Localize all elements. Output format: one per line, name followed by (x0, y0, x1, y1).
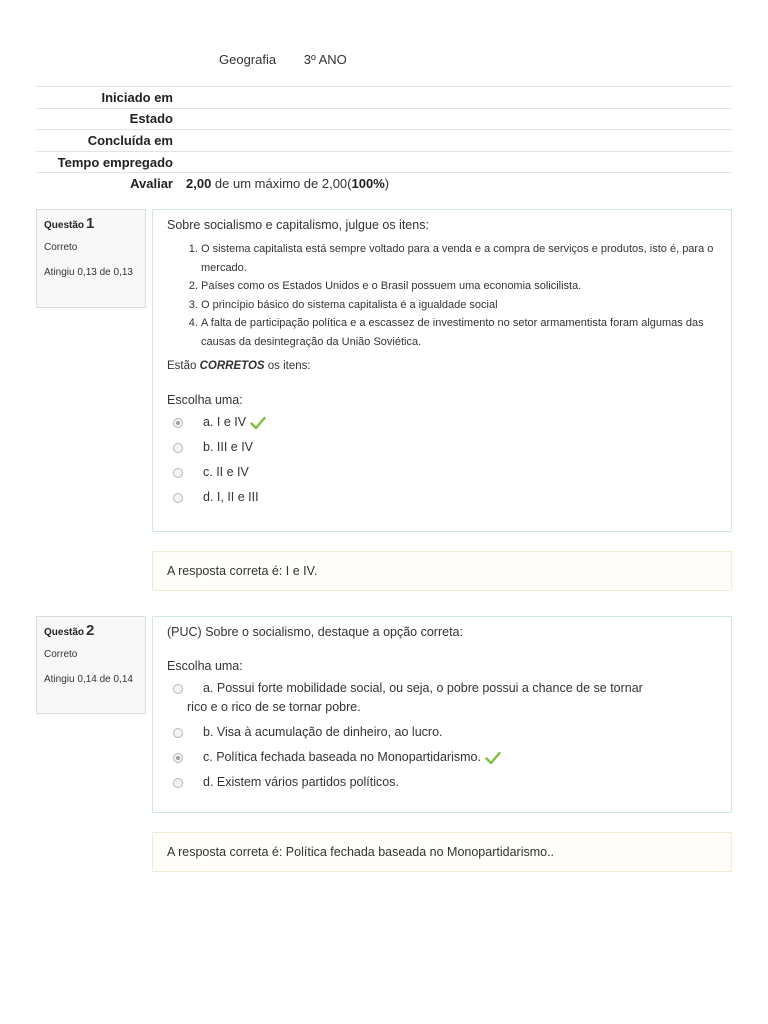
list-item: 1. O sistema capitalista está sempre voltado para a venda e a compra de serviços e produtos, isto é, para o mercado. (201, 240, 717, 277)
option-label-continued: rico e o rico de se tornar pobre. (187, 700, 361, 714)
grade-label: 3º ANO (303, 52, 347, 67)
question-info-2 (36, 616, 146, 714)
radio-button[interactable] (173, 684, 183, 694)
summary-row-started (36, 87, 732, 109)
attempt-summary-table (36, 86, 732, 194)
question-info-1 (36, 209, 146, 308)
question-text: (PUC) Sobre o socialismo, destaque a opção correta: (167, 625, 463, 639)
instruction-prefix: Estão (167, 360, 200, 372)
question-state: Correto (44, 242, 78, 253)
check-icon (485, 751, 501, 765)
option-label: d. Existem vários partidos políticos. (203, 775, 399, 789)
list-item: 2. Países como os Estados Unidos e o Brasil possuem uma economia solicilista. (201, 277, 717, 296)
question-grade: Atingiu 0,14 de 0,14 (44, 674, 133, 685)
option-label: d. I, II e III (203, 490, 259, 504)
option-d[interactable] (167, 773, 717, 792)
option-d[interactable] (167, 488, 717, 507)
question-state: Correto (44, 649, 78, 660)
list-item: 3. O princípio básico do sistema capitalista é a igualdade social (201, 296, 717, 315)
radio-button[interactable] (173, 493, 183, 503)
option-b[interactable] (167, 723, 717, 742)
summary-label: Iniciado em (101, 89, 173, 105)
instruction-suffix: os itens: (264, 360, 311, 372)
correct-answer-text: A resposta correta é: Política fechada baseada no Monopartidarismo.. (167, 845, 555, 859)
question-title: Questão (44, 627, 85, 638)
option-b[interactable] (167, 438, 717, 457)
option-label: c. Política fechada baseada no Monopartidarismo. (203, 750, 481, 764)
radio-button[interactable] (173, 753, 183, 763)
question-title: Questão (44, 220, 85, 231)
question-number: 1 (86, 215, 95, 232)
score-mid: de um máximo de 2,00( (211, 176, 352, 192)
question-content-2 (152, 616, 732, 813)
question-grade: Atingiu 0,13 de 0,13 (44, 267, 133, 278)
radio-button[interactable] (173, 778, 183, 788)
check-icon (250, 416, 266, 430)
percent-value: 100% (351, 176, 385, 192)
option-label: b. III e IV (203, 440, 254, 454)
choose-prompt: Escolha uma: (167, 659, 243, 673)
option-label: a. I e IV (203, 415, 247, 429)
list-item: 4. A falta de participação política e a escassez de investimento no setor armamentista foram algumas das causas da desintegração da União Soviética. (201, 314, 717, 351)
summary-label: Concluída em (87, 132, 173, 148)
summary-row-time (36, 152, 732, 174)
summary-row-state (36, 109, 732, 131)
option-label: a. Possui forte mobilidade social, ou seja, o pobre possui a chance de se tornar (203, 681, 643, 695)
summary-label: Tempo empregado (57, 154, 173, 170)
radio-button[interactable] (173, 418, 183, 428)
option-c[interactable] (167, 463, 717, 482)
summary-row-grade (36, 173, 732, 194)
question-text: Sobre socialismo e capitalismo, julgue os itens: (167, 218, 429, 232)
summary-label: Estado (129, 111, 173, 127)
feedback-box-2 (152, 832, 732, 872)
option-a[interactable] (167, 413, 717, 432)
score-end: ) (384, 176, 390, 192)
option-label: c. II e IV (203, 465, 249, 479)
summary-row-completed (36, 130, 732, 152)
choose-prompt: Escolha uma: (167, 393, 243, 407)
option-label: b. Visa à acumulação de dinheiro, ao lucro. (203, 725, 443, 739)
grade-value (186, 176, 389, 191)
instruction-bold: CORRETOS (199, 360, 265, 372)
items-list (167, 240, 717, 351)
correct-answer-text: A resposta correta é: I e IV. (167, 564, 318, 578)
summary-label: Avaliar (130, 176, 173, 192)
radio-button[interactable] (173, 728, 183, 738)
score-value: 2,00 (186, 176, 212, 192)
option-c[interactable] (167, 748, 717, 767)
subject-label: Geografia (219, 52, 277, 67)
question-content-1 (152, 209, 732, 532)
feedback-box-1 (152, 551, 732, 591)
question-number: 2 (86, 622, 95, 639)
option-a[interactable] (167, 679, 717, 717)
question-instruction (167, 360, 717, 372)
radio-button[interactable] (173, 468, 183, 478)
course-header (219, 52, 371, 67)
radio-button[interactable] (173, 443, 183, 453)
